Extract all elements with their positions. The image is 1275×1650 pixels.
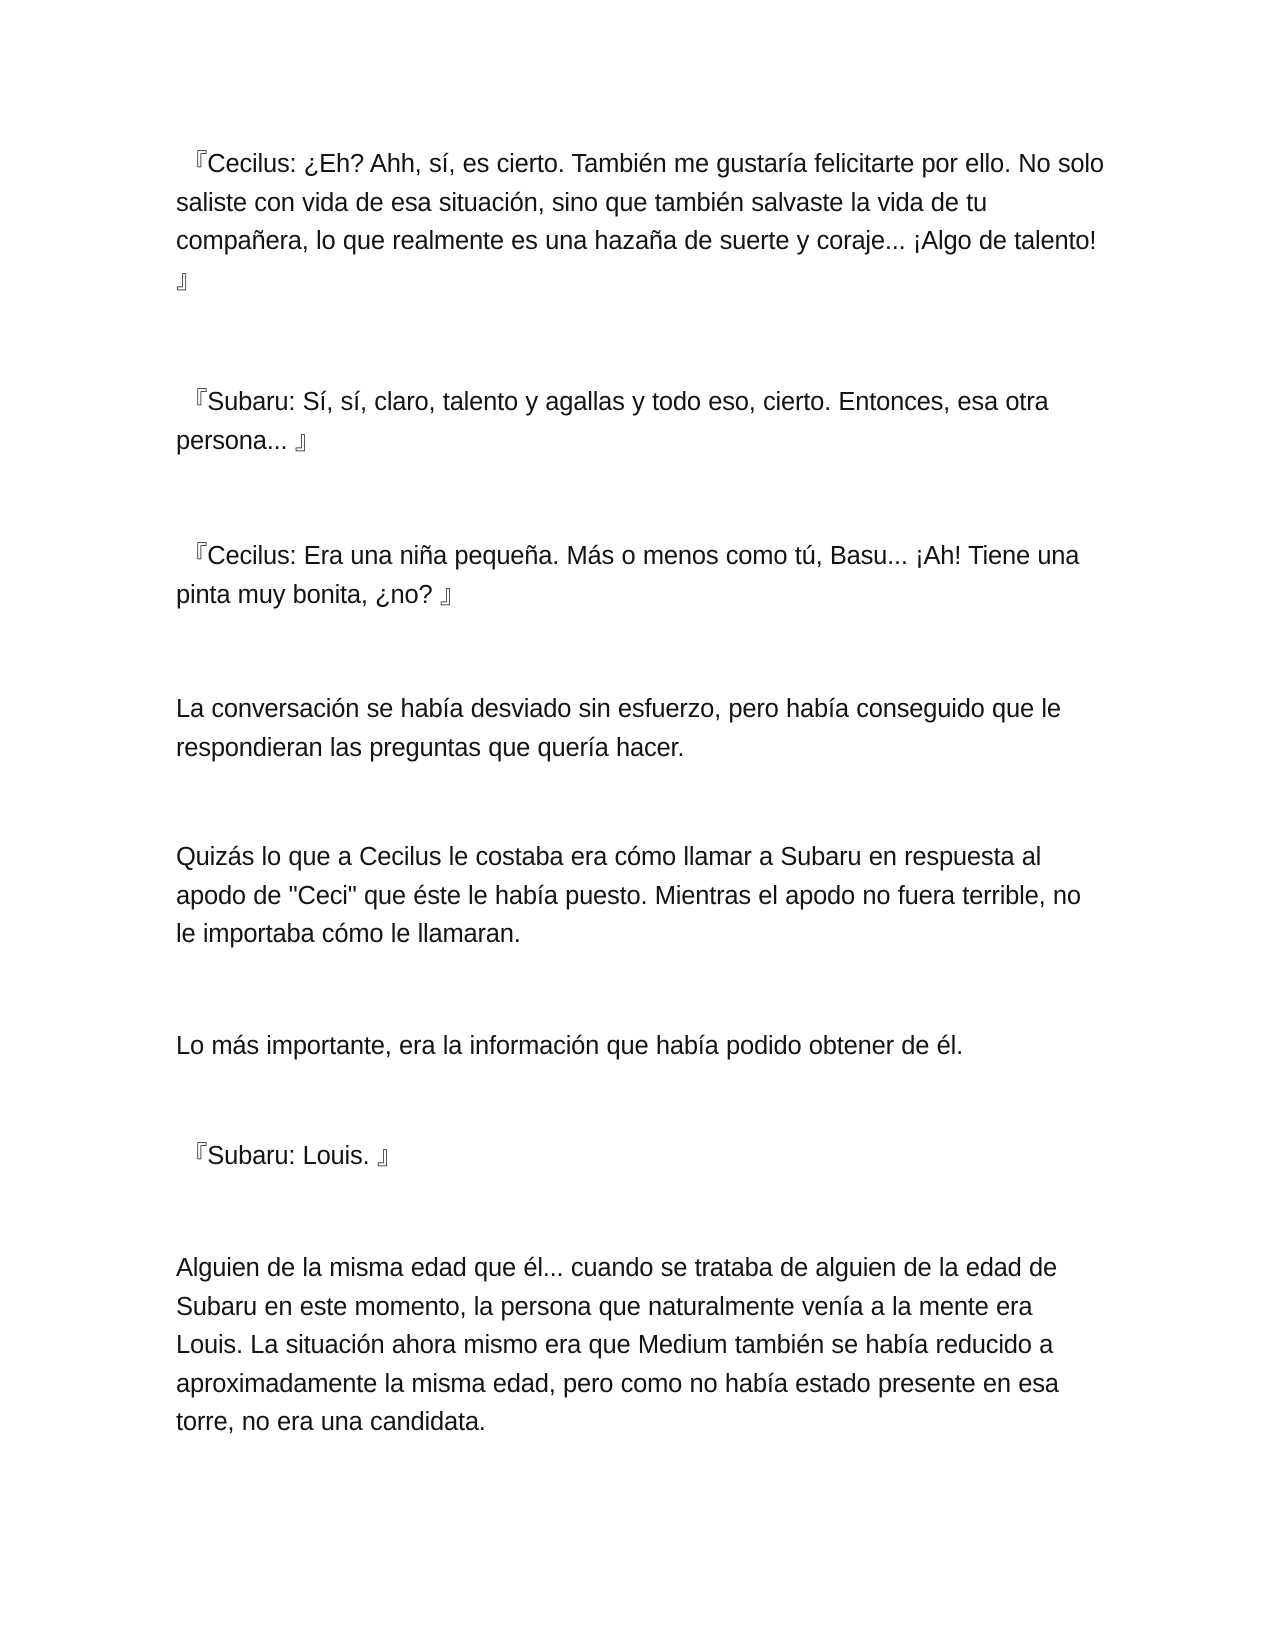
paragraph-nickname: Quizás lo que a Cecilus le costaba era cómo llamar a Subaru en respuesta al apodo de "Ceci" que éste le había puesto. Mientras el apodo no fuera terrible, no le importaba cómo le llamaran. [176,843,1081,948]
paragraph-cecilus-congratulations: 『Cecilus: ¿Eh? Ahh, sí, es cierto. También me gustaría felicitarte por ello. No solo saliste con vida de esa situación, sino que también salvaste la vida de tu compañera, lo que realmente es una hazaña de suerte y coraje... ¡Algo de talento! 』 [176,150,1104,294]
paragraph-information: Lo más importante, era la información que había podido obtener de él. [176,1032,963,1060]
paragraph-subaru-louis: 『Subaru: Louis. 』 [182,1142,403,1170]
paragraph-same-age: Alguien de la misma edad que él... cuando se trataba de alguien de la edad de Subaru en este momento, la persona que naturalmente venía a la mente era Louis. La situación ahora mismo era que Medium también se había reducido a aproximadamente la misma edad, pero como no había estado presente en esa torre, no era una candidata. [176,1254,1059,1436]
paragraph-conversation-deviated: La conversación se había desviado sin esfuerzo, pero había conseguido que le respondieran las preguntas que quería hacer. [176,695,1061,762]
paragraph-subaru-other-person: 『Subaru: Sí, sí, claro, talento y agallas y todo eso, cierto. Entonces, esa otra persona... 』 [176,388,1049,455]
paragraph-cecilus-little-girl: 『Cecilus: Era una niña pequeña. Más o menos como tú, Basu... ¡Ah! Tiene una pinta muy bonita, ¿no? 』 [176,542,1080,609]
